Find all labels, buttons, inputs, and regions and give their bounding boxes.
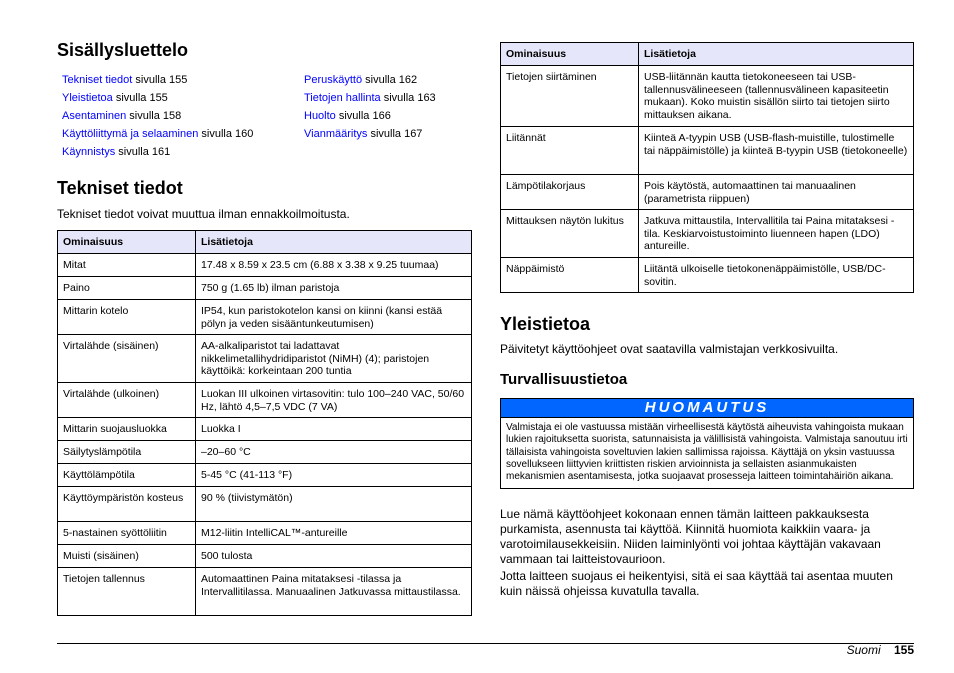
details-cell: Luokan III ulkoinen virtasovitin: tulo 100–240 VAC, 50/60 Hz, lähtö 4,5–7,5 VDC (7 VA) [196,383,472,418]
toc-entry [62,144,253,162]
toc-page: sivulla 163 [380,92,436,104]
table-row [58,441,472,464]
details-cell: 17.48 x 8.59 x 23.5 cm (6.88 x 3.38 x 9.25 tuumaa) [196,254,472,277]
specs-title: Tekniset tiedot [57,178,183,198]
toc-title: Sisällysluettelo [57,40,189,60]
details-cell: Jatkuva mittaustila, Intervallitila tai Paina mitataksesi -tila. Keskiarvoistustoiminto liuenneen hapen (LDO) antureille. [639,210,914,258]
general-intro: Päivitetyt käyttöohjeet ovat saatavilla valmistajan verkkosivuilta. [500,342,839,356]
table-row [58,335,472,383]
feature-cell: Tietojen tallennus [58,568,196,616]
table-row [501,127,914,175]
feature-cell: Käyttöympäristön kosteus [58,487,196,522]
toc-entry [304,108,436,126]
table-row [58,522,472,545]
toc-right-column [304,72,436,144]
notice-label: HUOMAUTUS [501,399,913,418]
table-row [58,277,472,300]
specs-intro: Tekniset tiedot voivat muuttua ilman ennakkoilmoitusta. [57,207,350,221]
footer-language: Suomi [846,643,881,657]
details-cell: M12-liitin IntelliCAL™-antureille [196,522,472,545]
table-row [58,464,472,487]
specs-col-feature: Ominaisuus [501,43,639,66]
feature-cell: Käyttölämpötila [58,464,196,487]
table-row [58,418,472,441]
table-row [501,66,914,127]
table-row [501,210,914,258]
feature-cell: Virtalähde (ulkoinen) [58,383,196,418]
specs-table [57,230,472,616]
specs-col-feature: Ominaisuus [58,231,196,254]
table-row [58,487,472,522]
details-cell: Kiinteä A-tyypin USB (USB-flash-muistille, tulostimelle tai näppäimistölle) ja kiinteä B-tyypin USB (tietokoneelle) [639,127,914,175]
feature-cell: Virtalähde (sisäinen) [58,335,196,383]
specs-col-details: Lisätietoja [639,43,914,66]
details-cell: 90 % (tiivistymätön) [196,487,472,522]
feature-cell: Mittauksen näytön lukitus [501,210,639,258]
safety-paragraph-2: Jotta laitteen suojaus ei heikentyisi, sitä ei saa käyttää tai asentaa muuten kuin näissä ohjeissa kuvatulla tavalla. [500,569,893,598]
toc-entry [62,126,253,144]
table-row [58,383,472,418]
toc-page: sivulla 158 [126,110,182,122]
toc-entry [62,90,253,108]
feature-cell: Lämpötilakorjaus [501,175,639,210]
toc-link[interactable]: Peruskäyttö [304,74,363,86]
toc-page: sivulla 166 [335,110,391,122]
general-title: Yleistietoa [500,314,591,334]
details-cell: Pois käytöstä, automaattinen tai manuaalinen (parametrista riippuen) [639,175,914,210]
table-row [58,545,472,568]
notice-text: Valmistaja ei ole vastuussa mistään virheellisestä käytöstä aiheuvista vahingoista mukaan lukien rajoituksetta suorista, satunnaisista ja välillisistä vahingoista. Valmistaja sanoutuu irti tällaisista vahingoista soveltuvien lakien sallimissa rajoissa. Käyttäjä on yksin vastuussa sovellukseen liittyvien kriittisten riskien arvioinnista ja sellaisten asianmukaisten mekanismien asentamisesta, jotka suojaavat prosesseja laitteen toimintahäiriön aikana. [506,422,908,483]
feature-cell: Mitat [58,254,196,277]
details-cell: Liitäntä ulkoiselle tietokonenäppäimistölle, USB/DC-sovitin. [639,258,914,293]
toc-entry [62,108,253,126]
feature-cell: Säilytyslämpötila [58,441,196,464]
toc-page: sivulla 155 [132,74,188,86]
feature-cell: 5-nastainen syöttöliitin [58,522,196,545]
toc-link[interactable]: Tekniset tiedot [62,74,133,86]
feature-cell: Tietojen siirtäminen [501,66,639,127]
safety-paragraph-1: Lue nämä käyttöohjeet kokonaan ennen tämän laitteen pakkauksesta purkamista, asennusta tai käyttöä. Kiinnitä huomiota kaikkiin vaara- ja varotoimilausekkeisiin. Niiden laiminlyönti voi johtaa käyttäjän vakavaan vammaan tai laitteistovaurioon. [500,507,881,566]
toc-link[interactable]: Käynnistys [62,146,116,158]
toc-link[interactable]: Huolto [304,110,336,122]
details-cell: –20–60 °C [196,441,472,464]
toc-page: sivulla 167 [367,128,423,140]
feature-cell: Näppäimistö [501,258,639,293]
details-cell: Automaattinen Paina mitataksesi -tilassa ja Intervallitilassa. Manuaalinen Jatkuvassa mittaustilassa. [196,568,472,616]
toc-left-column [62,72,253,162]
toc-link[interactable]: Tietojen hallinta [304,92,381,104]
footer-rule [57,643,914,644]
page-number: 155 [893,643,914,657]
safety-title: Turvallisuustietoa [500,371,628,388]
specs-table-continued [500,42,914,293]
details-cell: 500 tulosta [196,545,472,568]
details-cell: AA-alkaliparistot tai ladattavat nikkelimetallihydridiparistot (NiMH) (4); paristojen käyttöikä: korkeintaan 200 tuntia [196,335,472,383]
table-row [501,175,914,210]
toc-entry [62,72,253,90]
table-row [58,254,472,277]
toc-link[interactable]: Asentaminen [62,110,127,122]
feature-cell: Muisti (sisäinen) [58,545,196,568]
page-footer [847,643,914,657]
details-cell: 5-45 °C (41-113 °F) [196,464,472,487]
details-cell: IP54, kun paristokotelon kansi on kiinni (kansi estää pölyn ja veden sisääntunkeutumisen) [196,300,472,335]
toc-entry [304,126,436,144]
feature-cell: Liitännät [501,127,639,175]
table-row [58,568,472,616]
feature-cell: Mittarin suojausluokka [58,418,196,441]
table-row [58,300,472,335]
details-cell: 750 g (1.65 lb) ilman paristoja [196,277,472,300]
toc-page: sivulla 161 [115,146,171,158]
table-row [501,258,914,293]
specs-col-details: Lisätietoja [196,231,472,254]
toc-page: sivulla 162 [362,74,418,86]
feature-cell: Paino [58,277,196,300]
details-cell: Luokka I [196,418,472,441]
notice-box [500,398,914,489]
toc-entry [304,72,436,90]
details-cell: USB-liitännän kautta tietokoneeseen tai USB-tallennusvälineeseen (tallennusvälineen kapasiteetin mukaan). Koko muistin sisällön siirto tai tietojen siirto mittauksen aikana. [639,66,914,127]
feature-cell: Mittarin kotelo [58,300,196,335]
toc-link[interactable]: Käyttöliittymä ja selaaminen [62,128,199,140]
toc-entry [304,90,436,108]
toc-page: sivulla 160 [198,128,254,140]
toc-page: sivulla 155 [112,92,168,104]
toc-link[interactable]: Yleistietoa [62,92,113,104]
toc-link[interactable]: Vianmääritys [304,128,368,140]
